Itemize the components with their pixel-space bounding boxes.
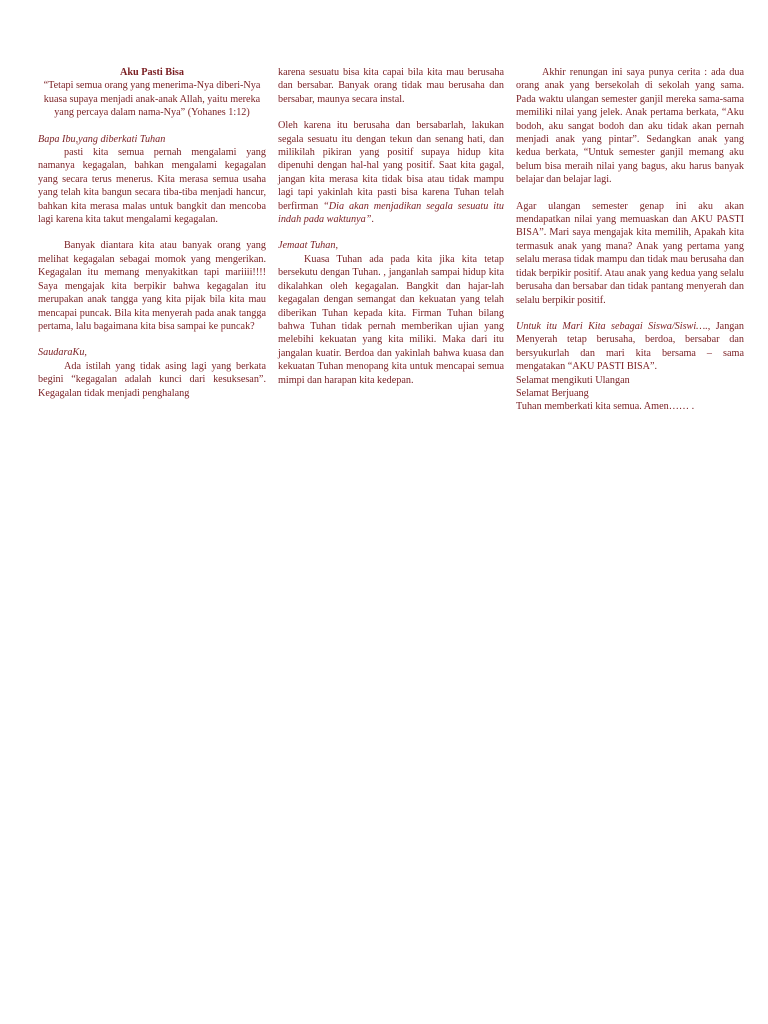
closing-line-3: Tuhan memberkati kita semua. Amen…… . — [516, 401, 695, 413]
paragraph-9-italic: Untuk itu Mari Kita sebagai Siswa/Siswi…. — [516, 320, 708, 332]
paragraph-5-text: Oleh karena itu berusaha dan bersabarlah, lakukan segala sesuatu itu dengan tekun dan senang hati, dan milikilah pikiran yang positif supaya hidup kita dipenuhi dengan hal-hal yang positif. Saat kita gagal, jangan kita merasa kita tidak bisa atau tidak mampu lagi tapi yakinlah kita pasti bisa karena Tuhan telah berfirman — [278, 120, 504, 212]
paragraph-5 — [278, 119, 504, 226]
paragraph-9 — [516, 320, 744, 374]
opening-verse: “Tetapi semua orang yang menerima-Nya diberi-Nya kuasa supaya menjadi anak-anak Allah, yaitu mereka yang percaya dalam nama-Nya” (Yohanes 1:12) — [43, 80, 261, 119]
paragraph-6: Kuasa Tuhan ada pada kita jika kita tetap bersekutu dengan Tuhan. , janganlah sampai hidup kita dikalahkan oleh kegagalan. Bangkit dan hajar-lah kegagalan dengan semangat dan kekuatan yang telah diberikan Tuhan kepada kita. Firman Tuhan bilang bahwa Tuhan tidak pernah memberikan ujian yang melebihi kekuatan yang kita miliki. Maka dari itu jangalan kuatir. Berdoa dan yakinlah bahwa kuasa dan kekuatan Tuhan menopang kita untuk mencapai semua mimpi dan harapan kita kedepan. — [278, 253, 504, 386]
paragraph-5-end: . — [371, 214, 374, 226]
closing-line-1: Selamat mengikuti Ulangan — [516, 374, 630, 386]
column-2 — [278, 66, 504, 400]
paragraph-7: Akhir renungan ini saya punya cerita : ada dua orang anak yang bersekolah di sekolah yang sama. Pada waktu ulangan semester ganjil mereka sama-sama memiliki nilai yang jelek. Anak pertama berkata, “Aku bodoh, aku sangat bodoh dan aku tidak akan pernah menjadi anak yang pintar”. Sedangkan anak yang kedua berkata, “Untuk semester ganjil memang aku belum bisa meraih nilai yang bagus, aku harus banyak belajar dan belajar lagi. — [516, 67, 744, 186]
paragraph-3: Ada istilah yang tidak asing lagi yang berkata begini “kegagalan adalah kunci dari kesuksesan”. Kegagalan tidak menjadi penghalang — [38, 360, 266, 399]
column-3 — [516, 66, 744, 414]
paragraph-2: Banyak diantara kita atau banyak orang yang melihat kegagalan sebagai momok yang mengerikan. Kegagalan itu memang menyakitkan tapi mariiii!!!! Saya mengajak kita berpikir bahwa kegagalan itu merupakan anak tangga yang kita pijak bila kita mau mencapai puncak. Bila kita menyerah pada anak tangga pertama, lalu bagaimana kita bisa sampai ke puncak? — [38, 240, 266, 332]
paragraph-8: Agar ulangan semester genap ini aku akan mendapatkan nilai yang memuaskan dan AKU PASTI BISA”. Mari saya mengajak kita memilih, Apakah kita termasuk anak yang mana? Anak yang pertama yang selalu merasa tidak mampu dan tidak mau berusaha dan tidak berpikir positif. Atau anak yang kedua yang selalu berusaha dan bersabar dan tidak pantang menyerah dan selalu berpikir positif. — [516, 200, 744, 306]
scripture-quote: “Dia akan menjadikan segala sesuatu itu indah pada waktunya” — [278, 200, 504, 226]
column-1 — [38, 66, 266, 413]
article-title: Aku Pasti Bisa — [120, 67, 184, 78]
closing-line-2: Selamat Berjuang — [516, 387, 589, 399]
paragraph-9-text: , Jangan Menyerah tetap berusaha, berdoa, bersabar dan bersyukurlah dan mari kita bersama – sama mengatakan “AKU PASTI BISA”. — [516, 320, 744, 373]
salutation-jemaat: Jemaat Tuhan, — [278, 240, 338, 252]
paragraph-4: karena sesuatu bisa kita capai bila kita mau berusaha dan bersabar. Banyak orang tidak mau berusaha dan bersabar, maunya secara instal. — [278, 67, 504, 105]
salutation-saudaraku: SaudaraKu, — [38, 347, 87, 359]
paragraph-1: pasti kita semua pernah mengalami yang namanya kegagalan, bahkan mengalami kegagalan yang secara terus menerus. Kita merasa semua usaha yang telah kita bangun secara tiba-tiba menjadi hancur, bahkan kita merasa malas untuk bangkit dan mencoba lagi karena kita takut mengalami kegagalan. — [38, 147, 266, 226]
salutation-bapa-ibu: Bapa Ibu,yang diberkati Tuhan — [38, 133, 166, 145]
